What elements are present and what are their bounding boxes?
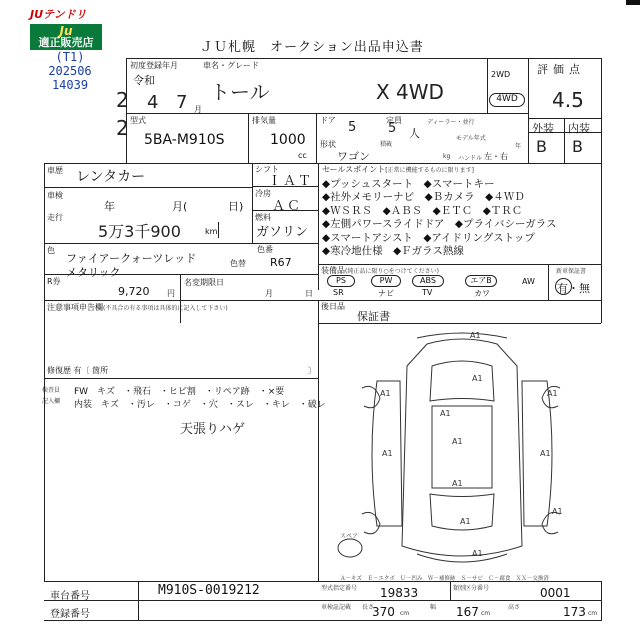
windshield — [430, 361, 494, 401]
equip-ps: PS — [327, 275, 355, 287]
equipment-title: 装備品 — [321, 266, 345, 275]
car-grade: X 4WD — [376, 80, 444, 104]
doors: 5 — [348, 120, 357, 135]
doors-label: ドア — [320, 116, 336, 125]
left-digit-bottom: 2 — [116, 116, 129, 140]
notes-title: 注意事項申告欄 — [47, 303, 103, 312]
transfer-label: 名変期限日 — [184, 278, 224, 287]
mileage: 5万3千900 — [98, 222, 181, 241]
fuel-label: 燃料 — [255, 213, 271, 222]
sales-point-item: ◆プッシュスタート ◆スマートキー — [322, 178, 495, 190]
ext-grade: B — [536, 137, 547, 156]
lot-line-3: 14039 — [51, 78, 89, 92]
new-car-warranty-label: 新車保証書 — [556, 268, 587, 275]
notes-sub: (不具合の有る事項は具体的に記入して下さい) — [103, 305, 228, 312]
height-unit: cm — [588, 610, 598, 617]
era: 令和 — [133, 74, 155, 87]
color-label: 色 — [47, 246, 55, 255]
displacement-label: 排気量 — [252, 116, 276, 125]
wheel-rear-left — [362, 512, 380, 533]
repair-value: 有〔 箇所 — [73, 366, 109, 375]
color-value-2: メタリック — [66, 266, 121, 279]
height: 173 — [563, 605, 586, 619]
sales-point-item: ◆社外メモリーナビ ◆Ｂカメラ ◆４ＷＤ — [322, 191, 525, 204]
km-unit: km — [205, 227, 218, 236]
mark: A1 — [440, 409, 451, 418]
model-grade-label: 車名・グレード — [203, 61, 259, 70]
sales-point-item: ◆寒冷地仕様 ◆Ｆガラス熱線 — [322, 245, 464, 258]
mileage-label: 走行 — [47, 213, 63, 222]
history-value: レンタカー — [76, 169, 146, 185]
inspector-line-1: FW キズ ・飛石 ・ヒビ割 ・リペア跡 ・×要 — [74, 387, 285, 397]
inspector-label-2: 記入欄 — [42, 398, 61, 405]
mark: A1 — [460, 517, 471, 526]
equip-aw: AW — [522, 277, 535, 286]
wheel-front-left — [362, 386, 380, 407]
rating-label: 評価点 — [537, 63, 585, 76]
color-change-label: 色替 — [230, 259, 246, 268]
mark: A1 — [540, 449, 551, 458]
mark: A1 — [552, 507, 563, 516]
displacement: 1000 — [270, 132, 306, 148]
type-no: 19833 — [380, 586, 419, 600]
registration-label: 登録番号 — [50, 609, 90, 620]
sales-point-item: ◆ＷＳＲＳ ◆ＡＢＳ ◆ＥＴＣ ◆ＴＲＣ — [322, 204, 523, 217]
damage-legend: Ａ－キズ Ｅ－エクボ Ｕ－凹み Ｗ－補修跡 Ｓ－サビ Ｃ－腐食 ＸＸ－交換済 — [340, 576, 549, 582]
car-damage-diagram — [322, 326, 600, 574]
left-digit-top: 2 — [116, 88, 129, 112]
shift-label: シフト — [255, 165, 279, 174]
inspection-day: 日) — [228, 200, 244, 213]
equip-airbag: エアB — [465, 275, 497, 287]
repair-label — [47, 365, 108, 376]
first-reg-label: 初度登録年月 — [130, 61, 178, 70]
dealer-badge — [30, 24, 102, 50]
shift-value: ＩＡＴ — [268, 174, 314, 189]
int-label: 内装 — [568, 122, 590, 135]
type-no-label: 型式指定番号 — [321, 585, 358, 592]
recycle-label: R券 — [47, 277, 61, 286]
inspector-line-2: 内装 キズ ・汚レ ・コゲ ・穴 ・スレ ・キレ ・破レ — [74, 400, 326, 410]
handle: 左・右 — [484, 152, 508, 161]
mark: A1 — [470, 331, 481, 340]
width-label: 幅 — [430, 604, 437, 611]
ac-label: 冷房 — [255, 189, 271, 198]
form-title: ＪＵ札幌 オークション出品申込書 — [200, 40, 424, 55]
after-label: 後日品 — [321, 302, 345, 311]
badge-text: 適正販売店 — [38, 36, 94, 49]
lot-number — [30, 50, 110, 92]
capacity: 5 — [388, 121, 397, 136]
sales-point-label — [322, 164, 474, 175]
width-unit: cm — [481, 610, 491, 617]
after-value: 保証書 — [357, 310, 390, 323]
color-code: R67 — [270, 256, 292, 269]
fuel-value: ガソリン — [256, 225, 309, 240]
front-bumper — [417, 333, 507, 338]
roof — [432, 406, 492, 488]
equip-navi: ナビ — [378, 289, 394, 298]
mark: A1 — [380, 389, 391, 398]
car-name: トール — [210, 80, 270, 104]
repair-title: 修復歴 — [47, 366, 71, 375]
spare-label: スペア — [340, 533, 359, 540]
inspection-month: 月( — [172, 200, 188, 213]
mark: A1 — [452, 479, 463, 488]
mark: A1 — [547, 389, 558, 398]
equipment-note: (純正品に限り○をつけてください) — [345, 268, 439, 275]
recycle-unit: 円 — [167, 289, 175, 298]
width: 167 — [456, 605, 479, 619]
lot-line-1: (T1) — [55, 50, 85, 64]
chassis-number: M910S-0019212 — [158, 583, 260, 598]
color-code-label: 色番 — [257, 245, 273, 254]
int-grade: B — [572, 137, 583, 156]
shape: ワゴン — [337, 150, 370, 163]
warranty-choice: 有・無 — [557, 282, 590, 295]
rating-value: 4.5 — [552, 88, 584, 112]
chassis-label: 車台番号 — [50, 591, 90, 602]
mark: A1 — [382, 449, 393, 458]
sales-point-item: ◆左側パワースライドドア ◆プライバシーガラス — [322, 218, 557, 231]
length: 370 — [372, 605, 395, 619]
equip-pw: PW — [371, 275, 401, 287]
mark: A1 — [472, 549, 483, 558]
drive-2wd: 2WD — [491, 70, 511, 79]
mark: A1 — [452, 437, 463, 446]
sales-point-list — [322, 178, 556, 258]
ac-value: ＡＣ — [272, 199, 303, 214]
sales-point-title: セールスポイント — [322, 165, 386, 174]
shape-label: 形状 — [320, 140, 336, 149]
inspection-year: 年 — [104, 200, 115, 213]
mark: A1 — [472, 374, 483, 383]
rear-bumper — [417, 554, 507, 562]
spare-tire — [338, 539, 362, 557]
cert-label: 車検証記載 — [321, 604, 352, 611]
kg-unit: kg — [443, 153, 451, 160]
load-label: 積載 — [380, 141, 393, 148]
year-unit: 年 — [515, 143, 522, 150]
transfer-month: 月 — [265, 289, 273, 298]
inspector-handwritten: 天張りハゲ — [180, 422, 246, 437]
drive-4wd: 4WD — [489, 93, 525, 107]
handle-label: ハンドル — [458, 155, 483, 162]
badge-mark: Ju — [59, 24, 73, 38]
reg-year: 4 — [147, 92, 159, 113]
history-label: 車歴 — [47, 166, 63, 175]
corner-mark — [626, 0, 640, 5]
dealer-label: ディーラー・並行 — [427, 119, 475, 126]
inspection-label: 車検 — [47, 191, 63, 200]
length-unit: cm — [400, 610, 410, 617]
equip-tv: TV — [422, 288, 433, 297]
equip-abs: ABS — [412, 275, 444, 287]
model-label: 型式 — [130, 116, 146, 125]
sales-point-note: [正常に機能するものに限ります] — [385, 167, 474, 174]
model-year-label: モデル年式 — [456, 135, 486, 142]
equip-leather: カワ — [474, 289, 490, 298]
height-label: 高さ — [508, 604, 521, 611]
sales-point-item: ◆スマートアシスト ◆アイドリングストップ — [322, 231, 535, 244]
dealer-logo — [30, 6, 102, 50]
class-label: 類別区分番号 — [453, 585, 490, 592]
recycle-value: 9,720 — [118, 285, 150, 298]
month-unit: 月 — [194, 105, 202, 114]
cc-unit: cc — [298, 151, 307, 160]
class-no: 0001 — [540, 586, 571, 600]
repair-close: 〕 — [308, 366, 316, 375]
warranty-circle — [555, 278, 572, 295]
lot-line-2: 202506 — [48, 64, 92, 78]
equip-sr: SR — [333, 288, 344, 297]
reg-month: 7 — [176, 92, 188, 113]
brand-text: JUテンドリ — [30, 8, 87, 21]
color-value-1: ファイアークォーツレッド — [66, 252, 197, 265]
inspector-label-1: 検査員 — [42, 387, 61, 394]
capacity-label: 定員 — [386, 116, 402, 125]
ext-label: 外装 — [532, 122, 554, 135]
transfer-day: 日 — [305, 289, 313, 298]
notes-label — [47, 302, 228, 313]
model-code: 5BA-M910S — [144, 132, 225, 148]
person-unit: 人 — [409, 127, 420, 140]
length-label: 長さ — [362, 604, 375, 611]
